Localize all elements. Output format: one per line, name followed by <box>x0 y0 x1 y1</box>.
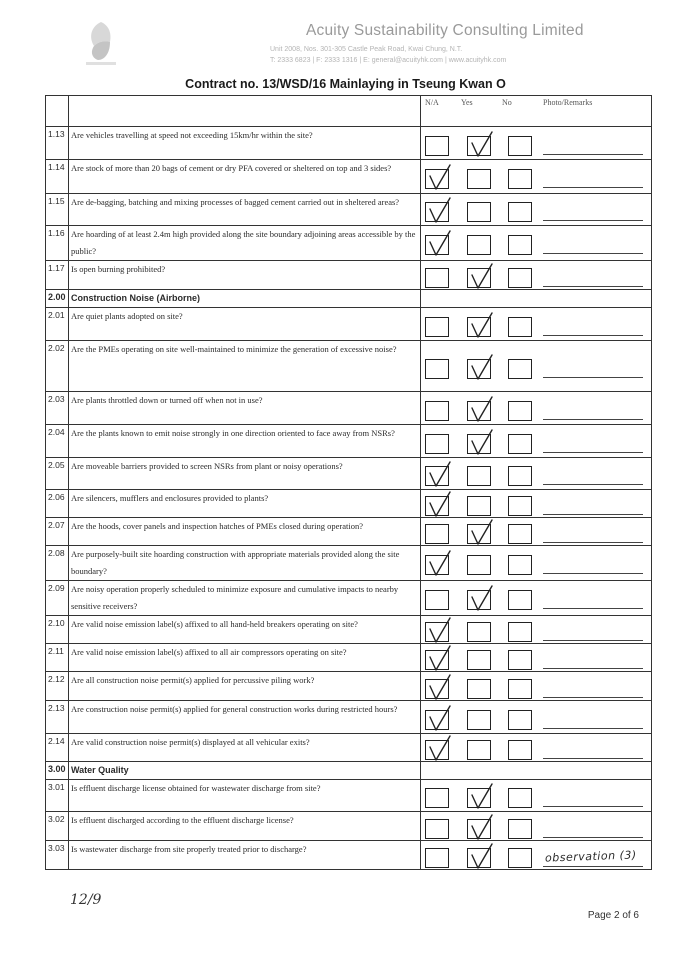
item-question: Are vehicles travelling at speed not exceeding 15km/hr within the site? <box>69 127 421 160</box>
checkbox-na[interactable] <box>425 401 449 421</box>
checkbox-na[interactable] <box>425 317 449 337</box>
company-name: Acuity Sustainability Consulting Limited <box>306 22 584 39</box>
checkbox-no[interactable] <box>508 136 532 156</box>
checkbox-na[interactable] <box>425 169 449 189</box>
remarks-line[interactable] <box>543 154 643 155</box>
remarks-line[interactable] <box>543 866 643 867</box>
checklist-row <box>46 226 652 261</box>
item-question: Are valid noise emission label(s) affixed to all air compressors operating on site? <box>69 644 421 672</box>
item-number: 3.01 <box>46 780 69 812</box>
item-marks <box>421 341 652 392</box>
check-mark-icon <box>424 672 454 702</box>
checkbox-yes[interactable] <box>467 740 491 760</box>
checkbox-no[interactable] <box>508 590 532 610</box>
item-marks <box>421 458 652 490</box>
remarks-line[interactable] <box>543 728 643 729</box>
company-address <box>270 44 670 66</box>
item-marks <box>421 392 652 425</box>
checklist-row <box>46 581 652 616</box>
check-mark-icon <box>466 129 496 159</box>
checkbox-no[interactable] <box>508 434 532 454</box>
checkbox-na[interactable] <box>425 819 449 839</box>
header-marks-cell <box>421 96 652 127</box>
header-num-cell <box>46 96 69 127</box>
remarks-line[interactable] <box>543 253 643 254</box>
checkbox-yes[interactable] <box>467 235 491 255</box>
checkbox-na[interactable] <box>425 359 449 379</box>
company-logo-icon <box>66 16 136 72</box>
item-question: Are the plants known to emit noise strongly in one direction oriented to face away from NSRs? <box>69 425 421 458</box>
checkbox-yes[interactable] <box>467 848 491 868</box>
checklist-row <box>46 616 652 644</box>
item-marks <box>421 780 652 812</box>
item-number: 2.02 <box>46 341 69 392</box>
contract-title: Contract no. 13/WSD/16 Mainlaying in Tseung Kwan O <box>185 77 506 91</box>
checkbox-yes[interactable] <box>467 679 491 699</box>
remarks-line[interactable] <box>543 514 643 515</box>
item-question: Are noisy operation properly scheduled to minimize exposure and cumulative impacts to nearby sensitive receivers? <box>69 581 421 616</box>
item-marks <box>421 226 652 261</box>
check-mark-icon <box>466 310 496 340</box>
checkbox-no[interactable] <box>508 268 532 288</box>
checkbox-na[interactable] <box>425 710 449 730</box>
checkbox-yes[interactable] <box>467 650 491 670</box>
checkbox-na[interactable] <box>425 524 449 544</box>
item-question: Are the PMEs operating on site well-maintained to minimize the generation of excessive noise? <box>69 341 421 392</box>
checkbox-yes[interactable] <box>467 524 491 544</box>
checkbox-no[interactable] <box>508 788 532 808</box>
item-question: Are hoarding of at least 2.4m high provided along the site boundary adjoining areas accessible by the public? <box>69 226 421 261</box>
checklist-row <box>46 261 652 290</box>
item-marks <box>421 518 652 546</box>
checkbox-na[interactable] <box>425 466 449 486</box>
checklist-row <box>46 490 652 518</box>
checkbox-no[interactable] <box>508 622 532 642</box>
checkbox-na[interactable] <box>425 848 449 868</box>
checklist-row <box>46 194 652 226</box>
item-question: Are stock of more than 20 bags of cement or dry PFA covered or sheltered on top and 3 sides? <box>69 160 421 194</box>
check-mark-icon <box>466 261 496 291</box>
checklist-row <box>46 458 652 490</box>
checkbox-no[interactable] <box>508 740 532 760</box>
checkbox-no[interactable] <box>508 524 532 544</box>
check-mark-icon <box>424 548 454 578</box>
item-number: 2.11 <box>46 644 69 672</box>
checkbox-na[interactable] <box>425 590 449 610</box>
item-number: 2.10 <box>46 616 69 644</box>
item-question: Are valid construction noise permit(s) displayed at all vehicular exits? <box>69 734 421 762</box>
item-marks <box>421 812 652 841</box>
checklist-row <box>46 734 652 762</box>
item-marks <box>421 841 652 870</box>
col-header-yes: Yes <box>461 98 473 107</box>
item-number: 2.07 <box>46 518 69 546</box>
checkbox-no[interactable] <box>508 169 532 189</box>
section-row <box>46 290 652 308</box>
section-title: Water Quality <box>69 762 421 780</box>
checklist-row <box>46 780 652 812</box>
item-marks <box>421 546 652 581</box>
item-question: Are de-bagging, batching and mixing processes of bagged cement carried out in sheltered areas? <box>69 194 421 226</box>
checkbox-yes[interactable] <box>467 401 491 421</box>
checkbox-yes[interactable] <box>467 466 491 486</box>
checklist-table <box>45 95 652 870</box>
checkbox-yes[interactable] <box>467 590 491 610</box>
checkbox-yes[interactable] <box>467 359 491 379</box>
check-mark-icon <box>466 583 496 613</box>
checklist-row <box>46 341 652 392</box>
checkbox-yes[interactable] <box>467 622 491 642</box>
item-number: 2.01 <box>46 308 69 341</box>
remarks-line[interactable] <box>543 419 643 420</box>
company-address-line2: T: 2333 6823 | F: 2333 1316 | E: general@acuityhk.com | www.acuityhk.com <box>270 57 507 64</box>
checkbox-no[interactable] <box>508 679 532 699</box>
checkbox-na[interactable] <box>425 202 449 222</box>
remarks-line[interactable] <box>543 187 643 188</box>
item-number: 3.03 <box>46 841 69 870</box>
item-number: 2.14 <box>46 734 69 762</box>
checklist-row <box>46 425 652 458</box>
check-mark-icon <box>466 352 496 382</box>
checkbox-na[interactable] <box>425 622 449 642</box>
checkbox-na[interactable] <box>425 679 449 699</box>
checkbox-na[interactable] <box>425 235 449 255</box>
checkbox-no[interactable] <box>508 819 532 839</box>
checkbox-no[interactable] <box>508 848 532 868</box>
checkbox-yes[interactable] <box>467 710 491 730</box>
remarks-line[interactable] <box>543 758 643 759</box>
item-marks <box>421 644 652 672</box>
checkbox-no[interactable] <box>508 317 532 337</box>
item-marks <box>421 308 652 341</box>
checklist-row <box>46 308 652 341</box>
checklist-row <box>46 672 652 701</box>
remarks-line[interactable] <box>543 697 643 698</box>
checkbox-yes[interactable] <box>467 317 491 337</box>
item-marks <box>421 127 652 160</box>
item-number: 1.16 <box>46 226 69 261</box>
checkbox-na[interactable] <box>425 434 449 454</box>
item-question: Are silencers, mufflers and enclosures provided to plants? <box>69 490 421 518</box>
check-mark-icon <box>424 733 454 763</box>
item-question: Is open burning prohibited? <box>69 261 421 290</box>
item-question: Are moveable barriers provided to screen NSRs from plant or noisy operations? <box>69 458 421 490</box>
remarks-line[interactable] <box>543 335 643 336</box>
checkbox-na[interactable] <box>425 555 449 575</box>
remarks-line[interactable] <box>543 220 643 221</box>
item-number: 2.05 <box>46 458 69 490</box>
remarks-line[interactable] <box>543 573 643 574</box>
check-mark-icon <box>424 459 454 489</box>
checkbox-yes[interactable] <box>467 434 491 454</box>
check-mark-icon <box>424 643 454 673</box>
item-number: 3.02 <box>46 812 69 841</box>
item-marks <box>421 290 652 308</box>
checkbox-yes[interactable] <box>467 819 491 839</box>
item-number: 2.09 <box>46 581 69 616</box>
remarks-line[interactable] <box>543 837 643 838</box>
checkbox-no[interactable] <box>508 650 532 670</box>
checkbox-na[interactable] <box>425 496 449 516</box>
item-marks <box>421 425 652 458</box>
remarks-line[interactable] <box>543 668 643 669</box>
checklist-row <box>46 127 652 160</box>
remarks-line[interactable] <box>543 542 643 543</box>
item-question: Is wastewater discharge from site properly treated prior to discharge? <box>69 841 421 870</box>
item-number: 2.06 <box>46 490 69 518</box>
remarks-line[interactable] <box>543 377 643 378</box>
item-marks <box>421 734 652 762</box>
item-question: Are valid noise emission label(s) affixed to all hand-held breakers operating on site? <box>69 616 421 644</box>
checklist-row <box>46 701 652 734</box>
item-marks <box>421 762 652 780</box>
check-mark-icon <box>466 427 496 457</box>
checkbox-na[interactable] <box>425 268 449 288</box>
remarks-line[interactable] <box>543 452 643 453</box>
remark-text: observation (3) <box>544 848 637 865</box>
check-mark-icon <box>466 394 496 424</box>
item-number: 1.14 <box>46 160 69 194</box>
item-number: 2.12 <box>46 672 69 701</box>
checklist-row <box>46 644 652 672</box>
item-marks <box>421 490 652 518</box>
checkbox-no[interactable] <box>508 202 532 222</box>
checkbox-no[interactable] <box>508 401 532 421</box>
check-mark-icon <box>424 162 454 192</box>
item-question: Are all construction noise permit(s) applied for percussive piling work? <box>69 672 421 701</box>
checkbox-na[interactable] <box>425 788 449 808</box>
checkbox-no[interactable] <box>508 359 532 379</box>
item-number: 2.00 <box>46 290 69 308</box>
checkbox-yes[interactable] <box>467 202 491 222</box>
item-number: 1.13 <box>46 127 69 160</box>
item-number: 2.04 <box>46 425 69 458</box>
checkbox-no[interactable] <box>508 466 532 486</box>
checklist-row <box>46 518 652 546</box>
item-question: Is effluent discharged according to the effluent discharge license? <box>69 812 421 841</box>
item-marks <box>421 261 652 290</box>
item-question: Are purposely-built site hoarding construction with appropriate materials provided along the site boundary? <box>69 546 421 581</box>
remarks-line[interactable] <box>543 484 643 485</box>
checkbox-yes[interactable] <box>467 136 491 156</box>
item-marks <box>421 616 652 644</box>
col-header-na: N/A <box>425 98 439 107</box>
checklist-row <box>46 392 652 425</box>
remarks-line[interactable] <box>543 608 643 609</box>
checklist-row <box>46 546 652 581</box>
column-header-row <box>46 96 652 127</box>
checkbox-yes[interactable] <box>467 169 491 189</box>
page-number: Page 2 of 6 <box>587 910 639 921</box>
checkbox-na[interactable] <box>425 650 449 670</box>
check-mark-icon <box>424 615 454 645</box>
item-number: 2.08 <box>46 546 69 581</box>
checkbox-yes[interactable] <box>467 268 491 288</box>
check-mark-icon <box>424 228 454 258</box>
checkbox-no[interactable] <box>508 710 532 730</box>
check-mark-icon <box>466 841 496 871</box>
item-marks <box>421 581 652 616</box>
checkbox-na[interactable] <box>425 740 449 760</box>
item-number: 2.13 <box>46 701 69 734</box>
header-question-cell <box>69 96 421 127</box>
section-title: Construction Noise (Airborne) <box>69 290 421 308</box>
checkbox-yes[interactable] <box>467 788 491 808</box>
remarks-line[interactable] <box>543 286 643 287</box>
check-mark-icon <box>424 195 454 225</box>
checklist-row <box>46 841 652 870</box>
check-mark-icon <box>424 703 454 733</box>
remarks-line[interactable] <box>543 806 643 807</box>
checklist-row <box>46 160 652 194</box>
checkbox-yes[interactable] <box>467 496 491 516</box>
remarks-line[interactable] <box>543 640 643 641</box>
item-marks <box>421 194 652 226</box>
item-marks <box>421 672 652 701</box>
item-question: Are plants throttled down or turned off when not in use? <box>69 392 421 425</box>
checkbox-no[interactable] <box>508 235 532 255</box>
item-number: 1.15 <box>46 194 69 226</box>
checkbox-na[interactable] <box>425 136 449 156</box>
company-address-line1: Unit 2008, Nos. 301-305 Castle Peak Road, Kwai Chung, N.T. <box>270 46 463 53</box>
item-question: Is effluent discharge license obtained for wastewater discharge from site? <box>69 780 421 812</box>
checkbox-yes[interactable] <box>467 555 491 575</box>
item-number: 3.00 <box>46 762 69 780</box>
section-row <box>46 762 652 780</box>
item-question: Are quiet plants adopted on site? <box>69 308 421 341</box>
item-question: Are the hoods, cover panels and inspection hatches of PMEs closed during operation? <box>69 518 421 546</box>
handwritten-date: 12/9 <box>70 892 102 908</box>
item-marks <box>421 701 652 734</box>
checkbox-no[interactable] <box>508 555 532 575</box>
checkbox-no[interactable] <box>508 496 532 516</box>
item-number: 2.03 <box>46 392 69 425</box>
item-question: Are construction noise permit(s) applied for general construction works during restricted hours? <box>69 701 421 734</box>
col-header-no: No <box>502 98 512 107</box>
checklist-row <box>46 812 652 841</box>
item-number: 1.17 <box>46 261 69 290</box>
item-marks <box>421 160 652 194</box>
check-mark-icon <box>466 781 496 811</box>
check-mark-icon <box>466 812 496 842</box>
check-mark-icon <box>424 489 454 519</box>
col-header-remarks: Photo/Remarks <box>543 98 593 107</box>
check-mark-icon <box>466 517 496 547</box>
checklist-body <box>46 96 652 870</box>
